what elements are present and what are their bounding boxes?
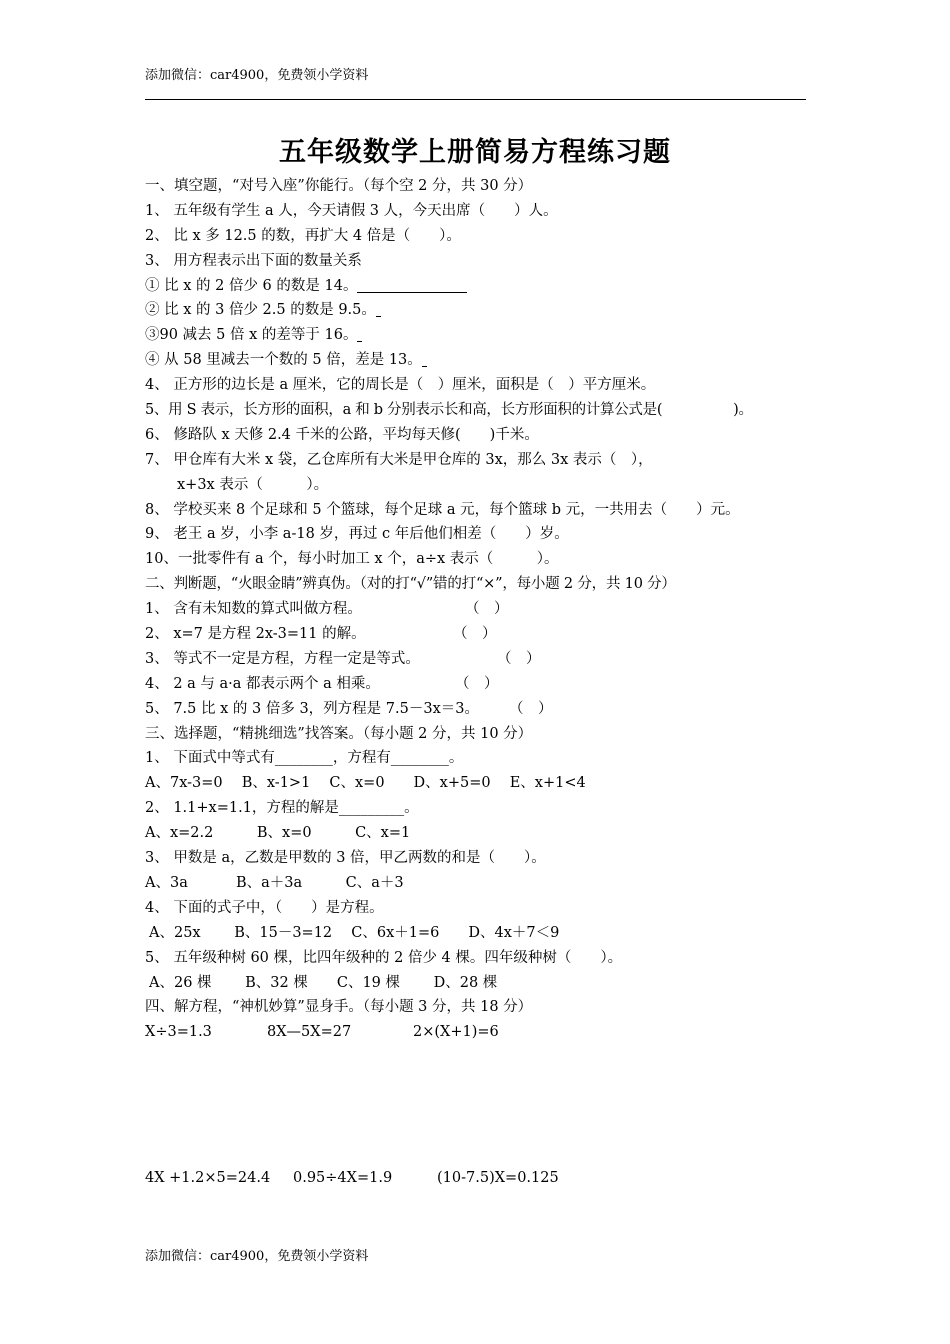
s3-question-5: 5、 五年级种树 60 棵，比四年级种的 2 倍少 4 棵。四年级种树（ ）。 [145,949,623,966]
answer-blank [422,350,427,367]
page-footer: 添加微信：car4900，免费领小学资料 [145,1249,369,1264]
s1-question-4: 4、 正方形的边长是 a 厘米，它的周长是（ ）厘米，面积是（ ）平方厘米。 [145,377,656,394]
section4-heading: 四、解方程，“神机妙算”显身手。（每小题 3 分，共 18 分） [145,999,533,1016]
s2-question-2 [145,622,825,647]
equation-1: X÷3=1.3 [145,1024,212,1041]
s1-question-3: 3、 用方程表示出下面的数量关系 [145,252,362,269]
s1-question-7: 7、 甲仓库有大米 x 袋，乙仓库所有大米是甲仓库的 3x，那么 3x 表示（ ）， [145,451,653,468]
s2-question-1 [145,597,825,622]
s1-question-3a-text: ① 比 x 的 2 倍少 6 的数是 14。 [145,277,358,294]
worksheet-body [145,174,825,1045]
s1-question-10: 10、一批零件有 a 个，每小时加工 x 个，a÷x 表示（ ）。 [145,551,559,568]
answer-blank [376,300,381,317]
s2-question-5-text: 5、 7.5 比 x 的 3 倍多 3，列方程是 7.5－3x＝3。 [145,700,479,717]
s1-question-3b-text: ② 比 x 的 3 倍少 2.5 的数是 9.5。 [145,302,376,319]
s1-question-9: 9、 老王 a 岁，小李 a-18 岁，再过 c 年后他们相差（ ）岁。 [145,526,569,543]
section3-heading: 三、选择题，“精挑细选”找答案。（每小题 2 分，共 10 分） [145,725,533,742]
s3-question-3: 3、 甲数是 a，乙数是甲数的 3 倍，甲乙两数的和是（ ）。 [145,850,546,867]
header-rule [145,99,806,100]
s4-equation-row-2 [145,1170,559,1186]
equation-3: 2×(X+1)=6 [413,1024,499,1041]
s2-question-3-text: 3、 等式不一定是方程，方程一定是等式。 [145,650,420,667]
answer-paren: （ ） [497,650,541,667]
equation-5: 0.95÷4X=1.9 [293,1170,393,1186]
page-title: 五年级数学上册简易方程练习题 [279,137,671,168]
section2-heading: 二、判断题，“火眼金睛”辨真伪。（对的打“√”错的打“×”，每小题 2 分，共 10 分） [145,576,676,593]
s1-question-2: 2、 比 x 多 12.5 的数，再扩大 4 倍是（ ）。 [145,227,461,244]
s3-question-4: 4、 下面的式子中，（ ）是方程。 [145,899,384,916]
s1-question-3a [145,274,825,299]
answer-paren: （ ） [465,601,509,618]
s4-equation-row-1 [145,1020,825,1045]
answer-blank [357,325,362,342]
s1-question-3d [145,348,825,373]
section1-heading: 一、填空题，“对号入座”你能行。（每个空 2 分，共 30 分） [145,178,533,194]
answer-paren: （ ） [455,675,499,692]
s2-question-1-text: 1、 含有未知数的算式叫做方程。 [145,601,362,618]
s1-question-3c [145,323,825,348]
answer-blank [357,276,467,293]
s3-question-1-options: A、7x-3=0 B、x-1>1 C、x=0 D、x+5=0 E、x+1<4 [145,775,586,792]
s1-question-3d-text: ④ 从 58 里减去一个数的 5 倍，差是 13。 [145,352,422,369]
s1-question-7b: x+3x 表示（ ）。 [177,476,329,493]
equation-4: 4X +1.2×5=24.4 [145,1170,271,1186]
s2-question-4-text: 4、 2 a 与 a·a 都表示两个 a 相乘。 [145,675,380,692]
s3-question-5-options: A、26 棵 B、32 棵 C、19 棵 D、28 棵 [149,974,498,991]
s3-question-1: 1、 下面式中等式有________，方程有________。 [145,750,464,767]
equation-6: (10-7.5)X=0.125 [437,1170,559,1186]
s1-question-8: 8、 学校买来 8 个足球和 5 个篮球，每个足球 a 元，每个篮球 b 元，一共用去（ ）元。 [145,501,740,518]
page-header: 添加微信：car4900，免费领小学资料 [145,68,369,83]
s3-question-3-options: A、3a B、a＋3a C、a＋3 [145,874,404,891]
s3-question-2-options: A、x=2.2 B、x=0 C、x=1 [145,825,411,842]
s1-question-3b [145,298,825,323]
s1-question-5: 5、用 S 表示，长方形的面积，a 和 b 分别表示长和高，长方形面积的计算公式是( )。 [145,402,753,419]
s3-question-4-options: A、25x B、15－3=12 C、6x＋1=6 D、4x＋7＜9 [149,924,560,941]
equation-2: 8X—5X=27 [267,1024,352,1041]
answer-paren: （ ） [509,700,553,717]
answer-paren: （ ） [453,626,497,643]
s3-question-2: 2、 1.1+x=1.1，方程的解是_________。 [145,800,419,817]
s2-question-4 [145,672,825,697]
s1-question-6: 6、 修路队 x 天修 2.4 千米的公路，平均每天修( )千米。 [145,426,539,443]
s1-question-1: 1、 五年级有学生 a 人，今天请假 3 人，今天出席（ ）人。 [145,202,558,219]
s1-question-3c-text: ③90 减去 5 倍 x 的差等于 16。 [145,327,358,344]
s2-question-2-text: 2、 x=7 是方程 2x-3=11 的解。 [145,626,366,643]
s2-question-5 [145,697,825,722]
s2-question-3 [145,647,825,672]
